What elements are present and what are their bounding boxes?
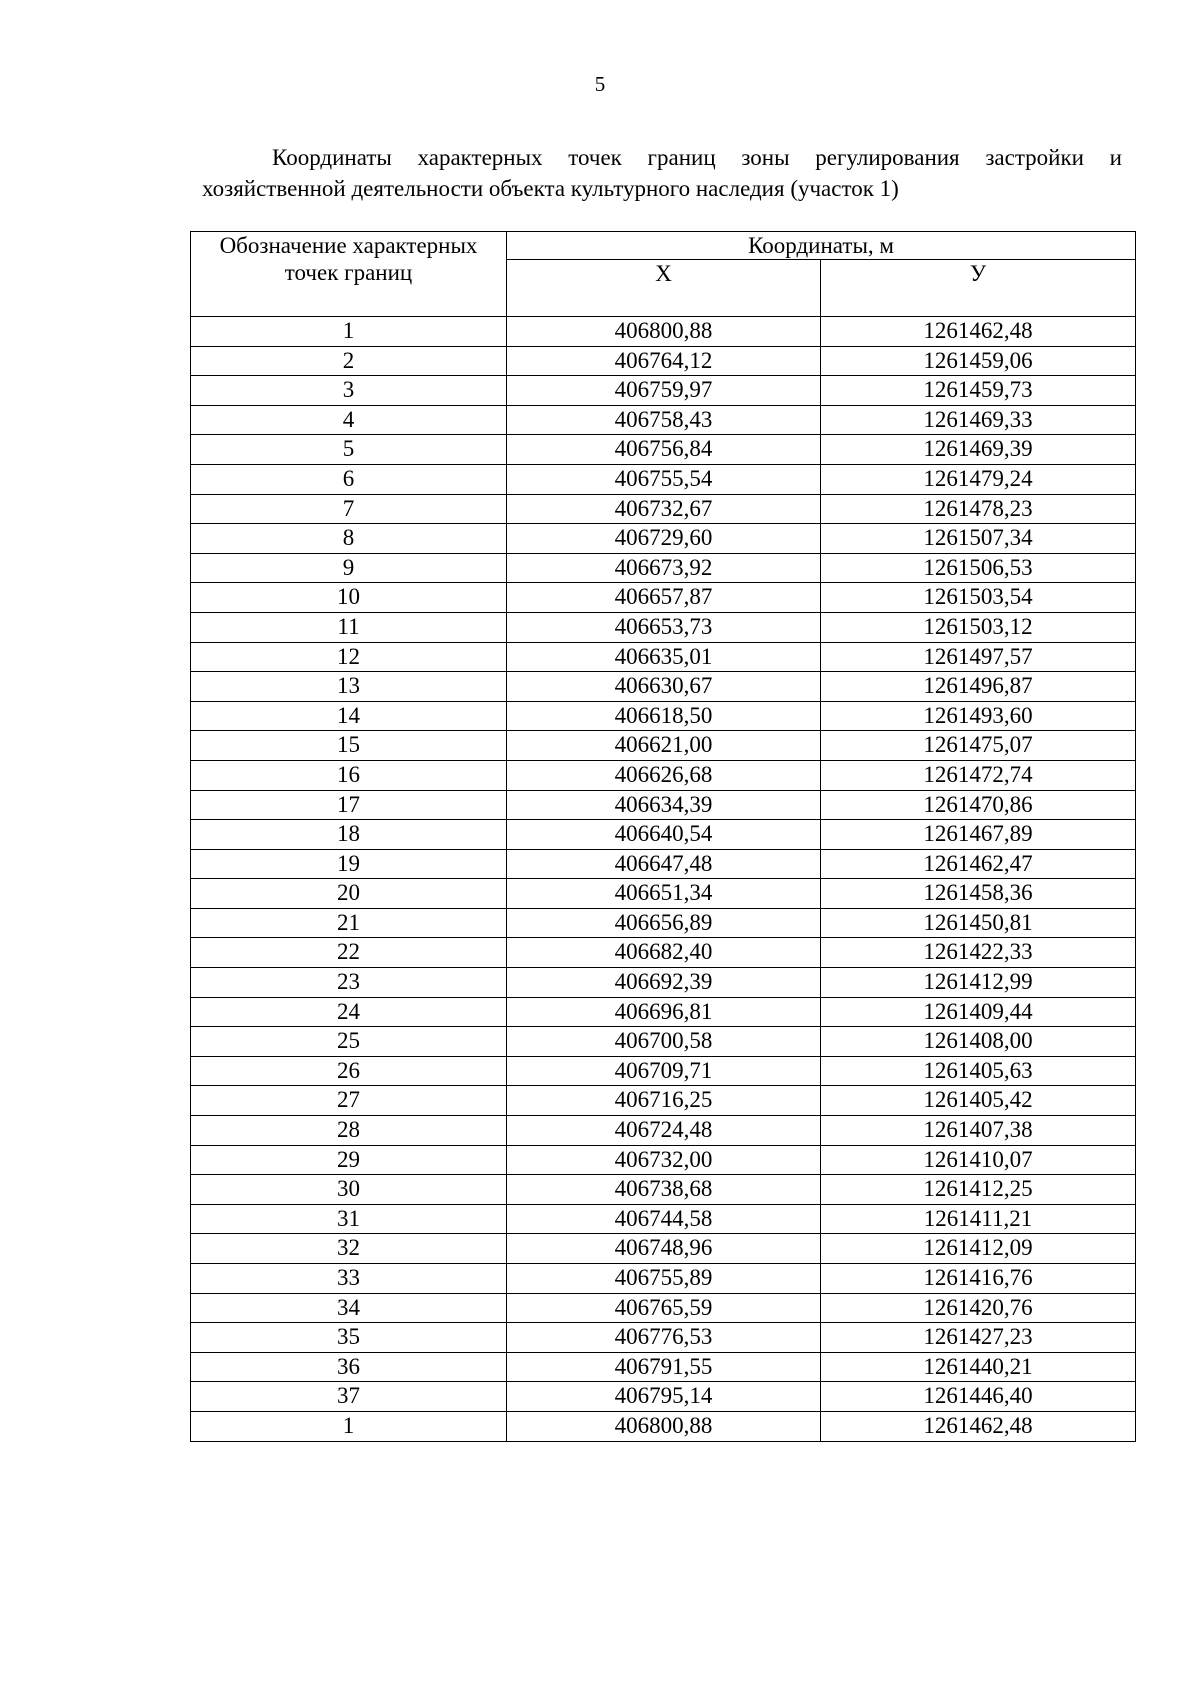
- y-coordinate-cell: 1261422,33: [821, 938, 1136, 968]
- y-coordinate-cell: 1261496,87: [821, 672, 1136, 702]
- x-coordinate-cell: 406651,34: [507, 879, 821, 909]
- point-number-cell: 15: [191, 731, 507, 761]
- x-coordinate-cell: 406621,00: [507, 731, 821, 761]
- x-coordinate-cell: 406744,58: [507, 1204, 821, 1234]
- x-coordinate-cell: 406759,97: [507, 376, 821, 406]
- y-coordinate-cell: 1261450,81: [821, 908, 1136, 938]
- table-row: [191, 731, 1136, 761]
- point-number-cell: 26: [191, 1056, 507, 1086]
- y-coordinate-cell: 1261446,40: [821, 1382, 1136, 1412]
- point-number-cell: 16: [191, 760, 507, 790]
- point-number-cell: 5: [191, 435, 507, 465]
- y-coordinate-cell: 1261427,23: [821, 1323, 1136, 1353]
- x-coordinate-cell: 406692,39: [507, 968, 821, 998]
- coordinates-table: [190, 231, 1136, 1442]
- point-number-cell: 4: [191, 405, 507, 435]
- x-coordinate-cell: 406800,88: [507, 317, 821, 347]
- y-coordinate-cell: 1261462,48: [821, 317, 1136, 347]
- point-number-cell: 23: [191, 968, 507, 998]
- table-row: [191, 494, 1136, 524]
- y-coordinate-cell: 1261507,34: [821, 524, 1136, 554]
- table-row: [191, 1086, 1136, 1116]
- table-row: [191, 1234, 1136, 1264]
- y-coordinate-cell: 1261472,74: [821, 760, 1136, 790]
- x-coordinate-cell: 406729,60: [507, 524, 821, 554]
- point-number-cell: 32: [191, 1234, 507, 1264]
- x-coordinate-cell: 406764,12: [507, 346, 821, 376]
- table-row: [191, 1382, 1136, 1412]
- y-coordinate-cell: 1261462,47: [821, 849, 1136, 879]
- header-coordinates: Координаты, м: [507, 232, 1136, 260]
- point-number-cell: 12: [191, 642, 507, 672]
- point-number-cell: 10: [191, 583, 507, 613]
- y-coordinate-cell: 1261412,09: [821, 1234, 1136, 1264]
- point-number-cell: 18: [191, 820, 507, 850]
- y-coordinate-cell: 1261459,06: [821, 346, 1136, 376]
- table-row: [191, 1056, 1136, 1086]
- table-row: [191, 583, 1136, 613]
- table-row: [191, 464, 1136, 494]
- point-number-cell: 13: [191, 672, 507, 702]
- table-row: [191, 849, 1136, 879]
- table-row: [191, 1116, 1136, 1146]
- x-coordinate-cell: 406738,68: [507, 1175, 821, 1205]
- x-coordinate-cell: 406791,55: [507, 1352, 821, 1382]
- header-y: У: [821, 260, 1136, 317]
- x-coordinate-cell: 406709,71: [507, 1056, 821, 1086]
- x-coordinate-cell: 406732,67: [507, 494, 821, 524]
- table-row: [191, 1145, 1136, 1175]
- y-coordinate-cell: 1261469,33: [821, 405, 1136, 435]
- x-coordinate-cell: 406618,50: [507, 701, 821, 731]
- y-coordinate-cell: 1261405,42: [821, 1086, 1136, 1116]
- y-coordinate-cell: 1261411,21: [821, 1204, 1136, 1234]
- x-coordinate-cell: 406795,14: [507, 1382, 821, 1412]
- x-coordinate-cell: 406635,01: [507, 642, 821, 672]
- point-number-cell: 35: [191, 1323, 507, 1353]
- point-number-cell: 11: [191, 612, 507, 642]
- x-coordinate-cell: 406724,48: [507, 1116, 821, 1146]
- table-row: [191, 317, 1136, 347]
- y-coordinate-cell: 1261420,76: [821, 1293, 1136, 1323]
- y-coordinate-cell: 1261405,63: [821, 1056, 1136, 1086]
- x-coordinate-cell: 406640,54: [507, 820, 821, 850]
- table-row: [191, 1204, 1136, 1234]
- table-row: [191, 820, 1136, 850]
- x-coordinate-cell: 406653,73: [507, 612, 821, 642]
- x-coordinate-cell: 406656,89: [507, 908, 821, 938]
- point-number-cell: 19: [191, 849, 507, 879]
- point-number-cell: 1: [191, 317, 507, 347]
- point-number-cell: 29: [191, 1145, 507, 1175]
- table-row: [191, 1352, 1136, 1382]
- y-coordinate-cell: 1261459,73: [821, 376, 1136, 406]
- point-number-cell: 8: [191, 524, 507, 554]
- x-coordinate-cell: 406765,59: [507, 1293, 821, 1323]
- y-coordinate-cell: 1261467,89: [821, 820, 1136, 850]
- point-number-cell: 17: [191, 790, 507, 820]
- y-coordinate-cell: 1261470,86: [821, 790, 1136, 820]
- point-number-cell: 6: [191, 464, 507, 494]
- x-coordinate-cell: 406630,67: [507, 672, 821, 702]
- y-coordinate-cell: 1261469,39: [821, 435, 1136, 465]
- table-row: [191, 1175, 1136, 1205]
- point-number-cell: 36: [191, 1352, 507, 1382]
- point-number-cell: 33: [191, 1264, 507, 1294]
- table-row: [191, 968, 1136, 998]
- y-coordinate-cell: 1261408,00: [821, 1027, 1136, 1057]
- point-number-cell: 27: [191, 1086, 507, 1116]
- x-coordinate-cell: 406696,81: [507, 997, 821, 1027]
- table-row: [191, 405, 1136, 435]
- table-row: [191, 642, 1136, 672]
- y-coordinate-cell: 1261478,23: [821, 494, 1136, 524]
- y-coordinate-cell: 1261440,21: [821, 1352, 1136, 1382]
- table-row: [191, 1411, 1136, 1441]
- point-number-cell: 3: [191, 376, 507, 406]
- y-coordinate-cell: 1261410,07: [821, 1145, 1136, 1175]
- x-coordinate-cell: 406748,96: [507, 1234, 821, 1264]
- x-coordinate-cell: 406756,84: [507, 435, 821, 465]
- y-coordinate-cell: 1261462,48: [821, 1411, 1136, 1441]
- table-row: [191, 997, 1136, 1027]
- table-row: [191, 376, 1136, 406]
- point-number-cell: 20: [191, 879, 507, 909]
- x-coordinate-cell: 406682,40: [507, 938, 821, 968]
- header-designation: Обозначение характерных точек границ: [191, 232, 507, 317]
- point-number-cell: 34: [191, 1293, 507, 1323]
- table-row: [191, 1027, 1136, 1057]
- point-number-cell: 31: [191, 1204, 507, 1234]
- table-row: [191, 435, 1136, 465]
- y-coordinate-cell: 1261479,24: [821, 464, 1136, 494]
- table-row: [191, 760, 1136, 790]
- y-coordinate-cell: 1261493,60: [821, 701, 1136, 731]
- y-coordinate-cell: 1261412,99: [821, 968, 1136, 998]
- x-coordinate-cell: 406700,58: [507, 1027, 821, 1057]
- y-coordinate-cell: 1261506,53: [821, 553, 1136, 583]
- table-row: [191, 1323, 1136, 1353]
- page-number: 5: [594, 72, 606, 96]
- x-coordinate-cell: 406634,39: [507, 790, 821, 820]
- y-coordinate-cell: 1261503,54: [821, 583, 1136, 613]
- table-row: [191, 790, 1136, 820]
- table-row: [191, 524, 1136, 554]
- y-coordinate-cell: 1261409,44: [821, 997, 1136, 1027]
- y-coordinate-cell: 1261407,38: [821, 1116, 1136, 1146]
- point-number-cell: 7: [191, 494, 507, 524]
- point-number-cell: 1: [191, 1411, 507, 1441]
- y-coordinate-cell: 1261458,36: [821, 879, 1136, 909]
- x-coordinate-cell: 406647,48: [507, 849, 821, 879]
- x-coordinate-cell: 406626,68: [507, 760, 821, 790]
- x-coordinate-cell: 406732,00: [507, 1145, 821, 1175]
- y-coordinate-cell: 1261497,57: [821, 642, 1136, 672]
- y-coordinate-cell: 1261475,07: [821, 731, 1136, 761]
- y-coordinate-cell: 1261503,12: [821, 612, 1136, 642]
- point-number-cell: 28: [191, 1116, 507, 1146]
- table-row: [191, 908, 1136, 938]
- point-number-cell: 9: [191, 553, 507, 583]
- y-coordinate-cell: 1261412,25: [821, 1175, 1136, 1205]
- point-number-cell: 25: [191, 1027, 507, 1057]
- y-coordinate-cell: 1261416,76: [821, 1264, 1136, 1294]
- x-coordinate-cell: 406716,25: [507, 1086, 821, 1116]
- point-number-cell: 22: [191, 938, 507, 968]
- point-number-cell: 30: [191, 1175, 507, 1205]
- x-coordinate-cell: 406673,92: [507, 553, 821, 583]
- x-coordinate-cell: 406755,54: [507, 464, 821, 494]
- table-row: [191, 1293, 1136, 1323]
- table-row: [191, 346, 1136, 376]
- x-coordinate-cell: 406800,88: [507, 1411, 821, 1441]
- table-row: [191, 879, 1136, 909]
- x-coordinate-cell: 406758,43: [507, 405, 821, 435]
- table-row: [191, 672, 1136, 702]
- point-number-cell: 37: [191, 1382, 507, 1412]
- point-number-cell: 24: [191, 997, 507, 1027]
- point-number-cell: 2: [191, 346, 507, 376]
- table-heading: Координаты характерных точек границ зоны регулирования застройки и хозяйственной деятельности объекта культурного наследия (участок 1): [202, 145, 1122, 201]
- table-row: [191, 612, 1136, 642]
- x-coordinate-cell: 406657,87: [507, 583, 821, 613]
- table-row: [191, 1264, 1136, 1294]
- table-row: [191, 701, 1136, 731]
- x-coordinate-cell: 406755,89: [507, 1264, 821, 1294]
- table-row: [191, 553, 1136, 583]
- x-coordinate-cell: 406776,53: [507, 1323, 821, 1353]
- table-body: [191, 317, 1136, 1442]
- point-number-cell: 14: [191, 701, 507, 731]
- table-row: [191, 938, 1136, 968]
- point-number-cell: 21: [191, 908, 507, 938]
- header-x: Х: [507, 260, 821, 317]
